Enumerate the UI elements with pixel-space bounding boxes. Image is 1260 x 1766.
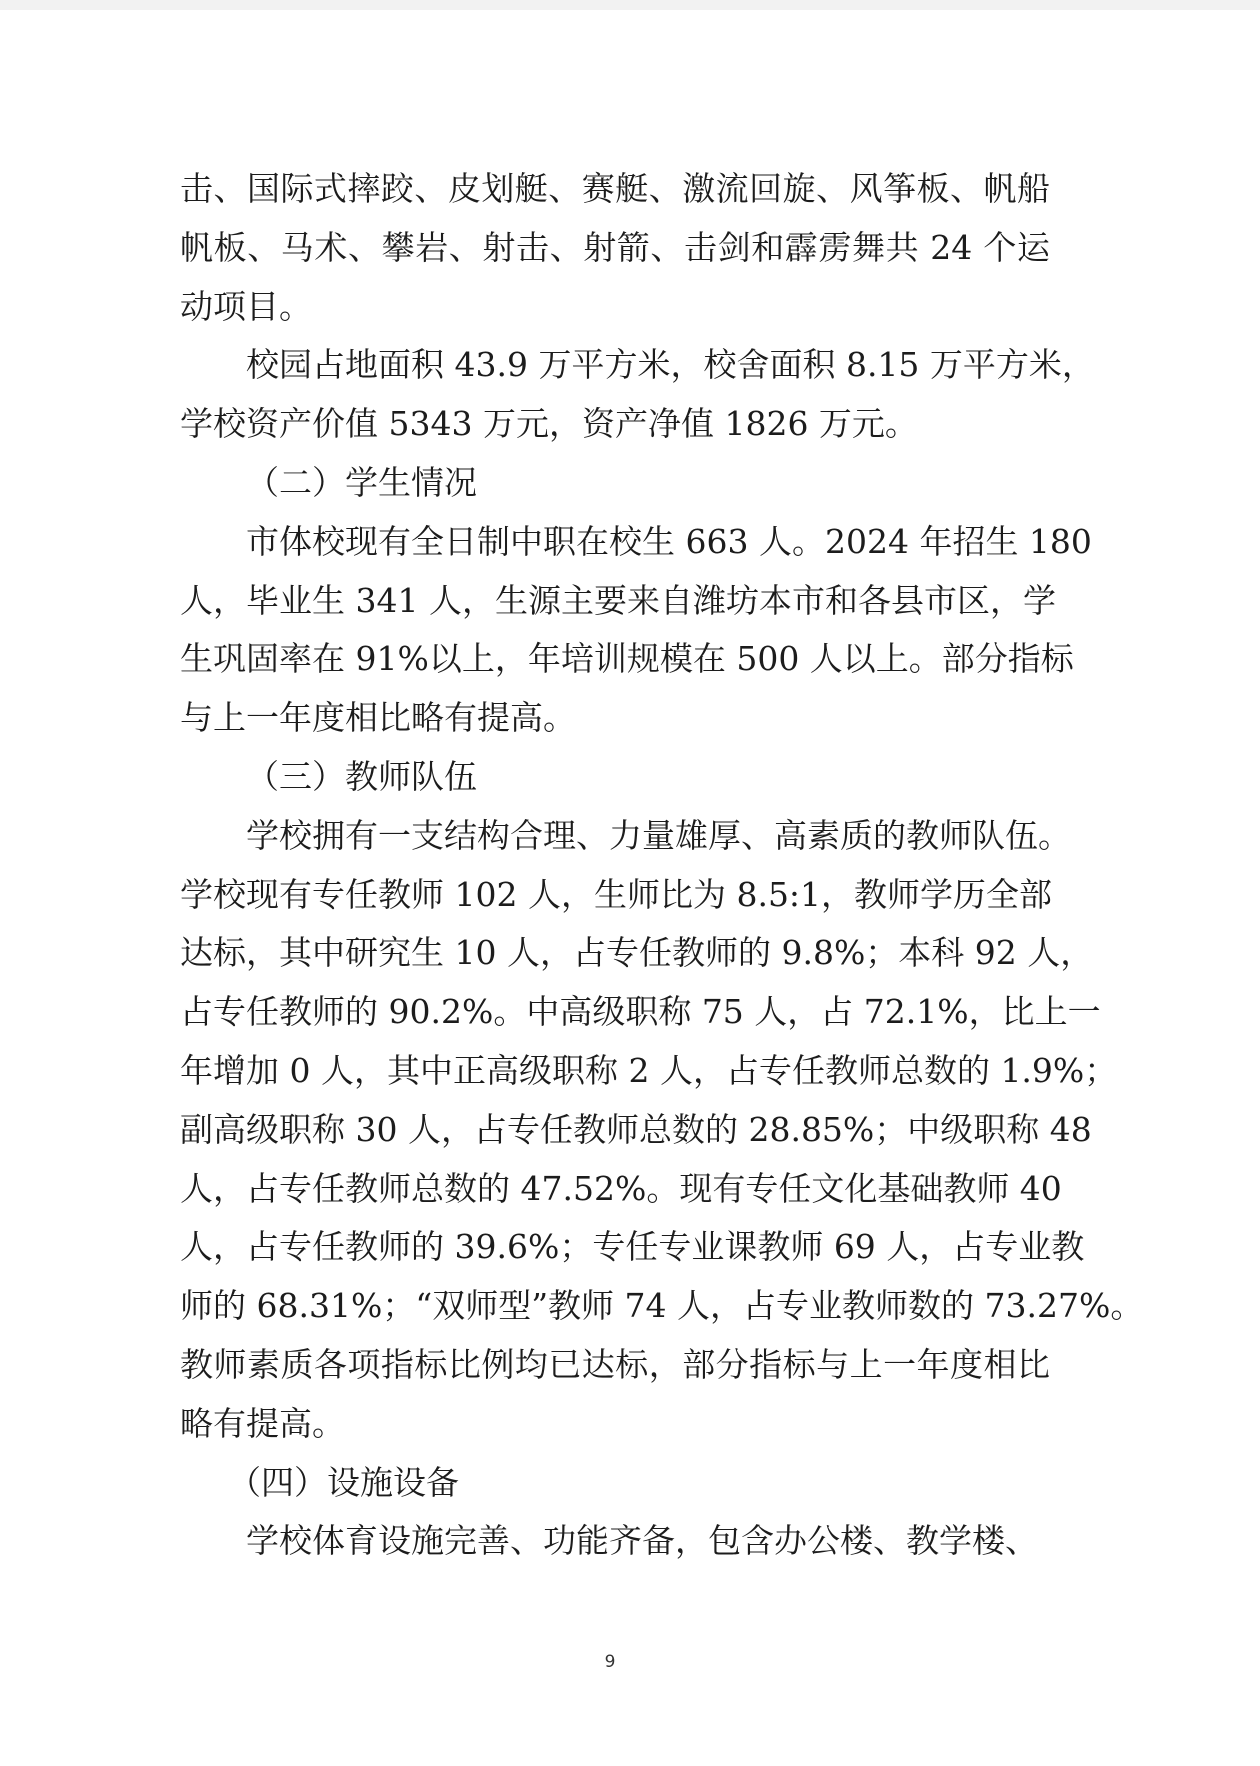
- body-line: 帆板、马术、攀岩、射击、射箭、击剑和霹雳舞共 24 个运: [180, 227, 1050, 267]
- section-heading-teachers: （三）教师队伍: [246, 756, 477, 796]
- body-line: 略有提高。: [180, 1403, 345, 1443]
- body-line: 人，毕业生 341 人，生源主要来自潍坊本市和各县市区，学: [180, 580, 1056, 620]
- paragraph-campus-start: 校园占地面积 43.9 万平方米，校舍面积 8.15 万平方米，: [246, 345, 1095, 385]
- body-line: 击、国际式摔跤、皮划艇、赛艇、激流回旋、风筝板、帆船: [180, 169, 1050, 208]
- section-heading-facilities: （四）设施设备: [228, 1462, 459, 1502]
- body-line: 达标，其中研究生 10 人，占专任教师的 9.8%；本科 92 人，: [180, 933, 1094, 973]
- body-line: 动项目。: [180, 286, 312, 326]
- section-heading-students: （二）学生情况: [246, 462, 477, 502]
- body-line: 人，占专任教师的 39.6%；专任专业课教师 69 人，占专业教: [180, 1227, 1085, 1267]
- body-line: 学校资产价值 5343 万元，资产净值 1826 万元。: [180, 404, 918, 444]
- paragraph-facilities-start: 学校体育设施完善、功能齐备，包含办公楼、教学楼、: [246, 1521, 1038, 1561]
- body-line: 教师素质各项指标比例均已达标，部分指标与上一年度相比: [180, 1344, 1050, 1384]
- body-line: 占专任教师的 90.2%。中高级职称 75 人，占 72.1%，比上一: [180, 992, 1101, 1032]
- body-line: 师的 68.31%；“双师型”教师 74 人，占专业教师数的 73.27%。: [180, 1286, 1144, 1326]
- page-top-edge: [0, 0, 1260, 10]
- paragraph-teachers-start: 学校拥有一支结构合理、力量雄厚、高素质的教师队伍。: [246, 815, 1071, 855]
- paragraph-students-start: 市体校现有全日制中职在校生 663 人。2024 年招生 180: [246, 521, 1092, 561]
- body-line: 学校现有专任教师 102 人，生师比为 8.5:1，教师学历全部: [180, 874, 1053, 914]
- body-line: 副高级职称 30 人，占专任教师总数的 28.85%；中级职称 48: [180, 1109, 1092, 1149]
- body-line: 生巩固率在 91%以上，年培训规模在 500 人以上。部分指标: [180, 639, 1074, 679]
- page-number: 9: [604, 1652, 616, 1672]
- document-body: [180, 160, 1144, 1571]
- body-line: 年增加 0 人，其中正高级职称 2 人，占专任教师总数的 1.9%；: [180, 1050, 1118, 1090]
- body-line: 人，占专任教师总数的 47.52%。现有专任文化基础教师 40: [180, 1168, 1062, 1208]
- body-line: 与上一年度相比略有提高。: [180, 698, 576, 738]
